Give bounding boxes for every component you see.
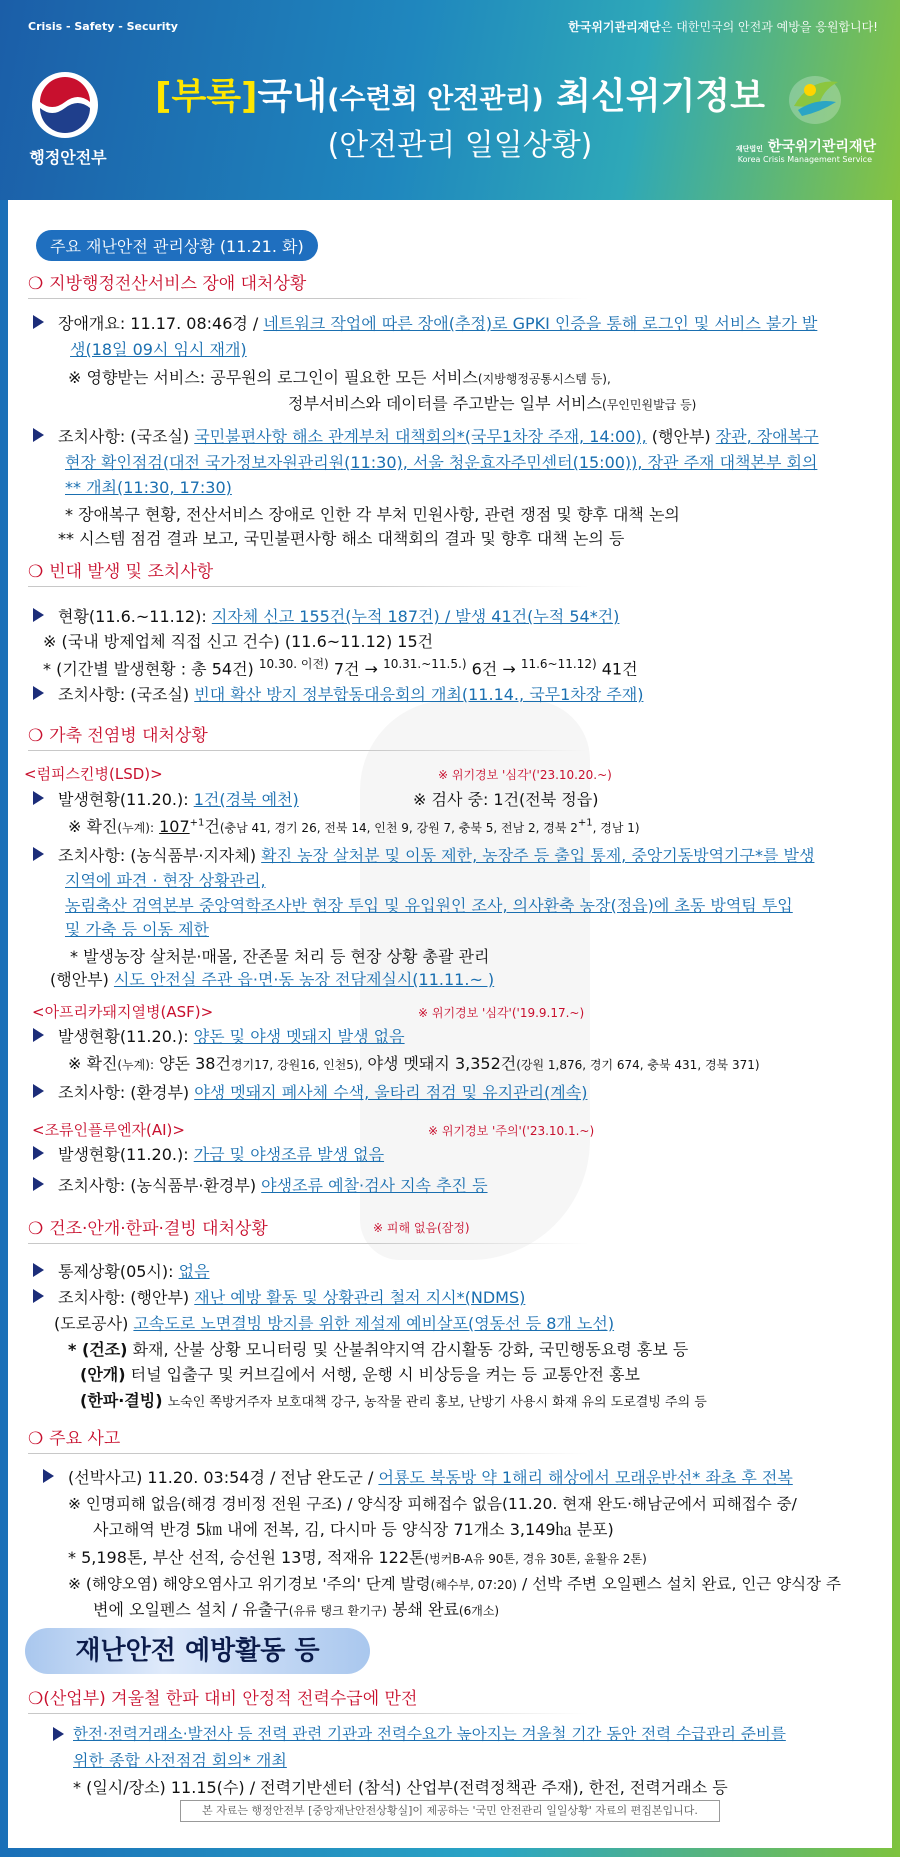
asf-confirmed-pig: 양돈 38건 bbox=[159, 1054, 231, 1073]
weather-control-link[interactable]: 없음 bbox=[178, 1262, 210, 1281]
lsd-mois-actions bbox=[50, 967, 494, 990]
ship-pollution bbox=[68, 1572, 841, 1594]
lsd-status-link[interactable]: 1건(경북 예천) bbox=[193, 790, 299, 809]
asf-status-lead: 발생현황(11.20.): bbox=[58, 1027, 189, 1046]
power-meeting-note: * (일시/장소) 11.15(수) / 전력기반센터 (참석) 산업부(전력정책관 주재), 한전, 전력거래소 등 bbox=[73, 1778, 728, 1797]
lsd-heading: <럼피스킨병(LSD)> bbox=[24, 765, 163, 783]
outage-actions-link2[interactable]: 장관, 장애복구 bbox=[715, 427, 819, 446]
page-title bbox=[140, 68, 780, 119]
lsd-actions-cont3-link[interactable]: 및 가축 등 이동 제한 bbox=[65, 920, 209, 939]
weather-road bbox=[54, 1311, 614, 1334]
outage-actions-lead: 조치사항: (국조실) bbox=[58, 427, 190, 446]
lsd-status-lead: 발생현황(11.20.): bbox=[58, 790, 189, 809]
section-divider bbox=[28, 1243, 588, 1244]
title-rest: 최신위기정보 bbox=[543, 76, 765, 117]
power-meeting-link[interactable]: 한전·전력거래소·발전사 등 전력 관련 기관과 전력수요가 높아지는 겨울철 기간 동안 전력 수급관리 준비를 bbox=[73, 1725, 786, 1743]
section-title-bedbug: ❍ 빈대 발생 및 조치사항 bbox=[28, 562, 214, 582]
weather-actions bbox=[58, 1285, 525, 1308]
ship-details-note: (벙커B-A유 90톤, 경유 30톤, 윤활유 2톤) bbox=[424, 1552, 647, 1566]
lsd-actions bbox=[58, 843, 814, 866]
weather-warning: ※ 피해 없음(잠정) bbox=[373, 1221, 470, 1235]
weather-control-lead: 통제상황(05시): bbox=[58, 1262, 174, 1281]
weather-dry bbox=[68, 1337, 688, 1360]
ship-details bbox=[68, 1545, 647, 1568]
tagline-left: Crisis - Safety - Security bbox=[28, 20, 178, 33]
section-title-weather: ❍ 건조·안개·한파·결빙 대처상황 bbox=[28, 1219, 268, 1239]
bullet-triangle-icon bbox=[53, 1727, 64, 1741]
weather-cold bbox=[80, 1388, 707, 1411]
outage-actions-cont2 bbox=[65, 475, 232, 498]
section-title-livestock: ❍ 가축 전염병 대처상황 bbox=[28, 726, 208, 746]
bedbug-status-link[interactable]: 지자체 신고 155건(누적 187건) / 발생 41건(누적 54*건) bbox=[211, 607, 620, 626]
tagline-text: 은 대한민국의 안전과 예방을 응원합니다! bbox=[660, 20, 878, 34]
asf-actions bbox=[58, 1080, 587, 1103]
outage-actions bbox=[58, 424, 819, 447]
outage-note-2: ** 시스템 점검 결과 보고, 국민불편사항 해소 대책회의 결과 및 향후 대책 논의 등 bbox=[58, 529, 625, 548]
outage-actions-link[interactable]: 국민불편사항 해소 관계부처 대책회의*(국무1차장 주재, 14:00), bbox=[194, 427, 647, 446]
ai-warning: ※ 위기경보 '주의'('23.10.1.~) bbox=[428, 1124, 595, 1138]
lsd-confirmed-sup: +1 bbox=[189, 817, 205, 829]
ship-pollution-text: ※ (해양오염) 해양오염사고 위기경보 '주의' 단계 발령 bbox=[68, 1575, 431, 1593]
ship-pollution-cont-text: 변에 오일펜스 설치 / 유출구 bbox=[93, 1600, 289, 1619]
ship-pollution-cont-note: (유류 탱크 환기구) bbox=[288, 1604, 387, 1618]
section-divider bbox=[28, 1453, 588, 1454]
affected-services-cont-note: (무인민원발급 등) bbox=[602, 398, 697, 412]
section-title-text: (산업부) 겨울철 한파 대비 안정적 전력수급에 만전 bbox=[43, 1689, 418, 1709]
lsd-mois-link[interactable]: 시도 안전실 주관 읍·면·동 농장 전담제실시(11.11.~ ) bbox=[113, 970, 495, 989]
lsd-mois-lead: (행안부) bbox=[50, 970, 109, 989]
power-meeting bbox=[73, 1722, 786, 1744]
lsd-confirmed bbox=[68, 814, 640, 837]
section-title-text: 건조·안개·한파·결빙 대처상황 bbox=[49, 1219, 268, 1239]
asf-actions-link[interactable]: 야생 멧돼지 폐사체 수색, 울타리 점검 및 유지관리(계속) bbox=[194, 1083, 588, 1102]
bedbug-period-3-value: 41건 bbox=[601, 659, 638, 679]
ai-heading: <조류인플루엔자(AI)> bbox=[32, 1121, 185, 1139]
lsd-testing: ※ 검사 중: 1건(전북 정읍) bbox=[413, 790, 599, 809]
title-main: 국내 bbox=[257, 76, 328, 117]
weather-dry-lead: * (건조) bbox=[68, 1340, 128, 1359]
lsd-status bbox=[58, 787, 299, 810]
bullet-triangle-icon bbox=[43, 1469, 54, 1483]
page-subtitle: (안전관리 일일상황) bbox=[327, 128, 593, 163]
outage-overview-cont bbox=[70, 337, 247, 360]
bullet-triangle-icon bbox=[33, 315, 44, 329]
ship-casualty: ※ 인명피해 없음(해경 경비정 전원 구조) / 양식장 피해접수 없음(11.20. 현재 완도·해남군에서 피해접수 중/ bbox=[68, 1495, 797, 1513]
lsd-actions-lead: 조치사항: (농식품부·지자체) bbox=[58, 846, 257, 865]
bedbug-period-2-value: 6건 → bbox=[471, 659, 516, 679]
lsd-confirmed-regions: (충남 41, 경기 26, 전북 14, 인천 9, 강원 7, 충북 5, 전남 2, 경북 2 bbox=[219, 821, 578, 835]
kcms-english-name: Korea Crisis Management Service bbox=[737, 155, 872, 164]
section-divider bbox=[28, 298, 588, 299]
title-paren: (수련회 안전관리) bbox=[327, 84, 544, 115]
weather-fog bbox=[80, 1362, 640, 1385]
asf-heading: <아프리카돼지열병(ASF)> bbox=[32, 1003, 214, 1021]
kcms-prefix: 재단법인 bbox=[735, 145, 763, 153]
bullet-triangle-icon bbox=[33, 1177, 44, 1191]
weather-actions-lead: 조치사항: (행안부) bbox=[58, 1288, 190, 1307]
section-title-text: 주요 사고 bbox=[49, 1429, 121, 1449]
bedbug-actions bbox=[58, 682, 643, 705]
section-divider bbox=[28, 1713, 588, 1714]
tagline-org: 한국위기관리재단 bbox=[568, 20, 661, 34]
power-meeting-cont bbox=[73, 1748, 287, 1771]
bedbug-period-2: 10.31.~11.5.) bbox=[383, 657, 467, 671]
bullet-triangle-icon bbox=[33, 608, 44, 622]
lsd-actions-cont1-link[interactable]: 지역에 파견 · 현장 상황관리, bbox=[65, 871, 266, 890]
lsd-actions-cont2 bbox=[65, 893, 793, 916]
asf-confirmed-boar-regions: (강원 1,876, 경기 674, 충북 431, 경북 371) bbox=[516, 1058, 760, 1072]
lsd-actions-cont3 bbox=[65, 917, 209, 940]
bedbug-direct-reports: ※ (국내 방제업체 직접 신고 건수) (11.6~11.12) 15건 bbox=[43, 632, 434, 651]
bedbug-period-3: 11.6~11.12) bbox=[520, 657, 597, 671]
bedbug-period-1: 10.30. 이전) bbox=[258, 657, 329, 671]
outage-actions-cont1-link[interactable]: 현장 확인점검(대전 국가정보자원관리원(11:30), 서울 청운효자주민센터(15:00)), 장관 주재 대책본부 회의 bbox=[65, 453, 818, 472]
ship-pollution-cont-tail: 봉쇄 완료 bbox=[392, 1600, 459, 1619]
outage-overview bbox=[58, 311, 817, 334]
weather-dry-text: 화재, 산불 상황 모니터링 및 산불취약지역 감시활동 강화, 국민행동요령 홍보 등 bbox=[132, 1340, 689, 1359]
ship-accident bbox=[68, 1465, 793, 1488]
asf-actions-lead: 조치사항: (환경부) bbox=[58, 1083, 190, 1102]
weather-actions-link[interactable]: 재난 예방 활동 및 상황관리 철저 지시*(NDMS) bbox=[194, 1288, 526, 1307]
lsd-confirmed-regions-tail: , 경남 1) bbox=[592, 821, 640, 835]
bedbug-actions-link[interactable]: 빈대 확산 방지 정부합동대응회의 개최(11.14., 국무1차장 주재) bbox=[194, 685, 644, 704]
section-divider bbox=[28, 586, 588, 587]
affected-services-cont bbox=[288, 391, 696, 414]
lsd-confirmed-lead: ※ 확진 bbox=[68, 817, 118, 836]
weather-control bbox=[58, 1259, 210, 1282]
section-title-power: ❍(산업부) 겨울철 한파 대비 안정적 전력수급에 만전 bbox=[28, 1689, 418, 1709]
asf-confirmed-boar: 야생 멧돼지 3,352건 bbox=[367, 1054, 517, 1073]
weather-road-link[interactable]: 고속도로 노면결빙 방지를 위한 제설제 예비살포(영동선 등 8개 노선) bbox=[133, 1314, 615, 1333]
section-title-text: 가축 전염병 대처상황 bbox=[49, 726, 208, 746]
section-title-system-outage: ❍ 지방행정전산서비스 장애 대처상황 bbox=[28, 274, 307, 294]
ship-pollution-note: (해수부, 07:20) bbox=[430, 1578, 517, 1592]
outage-overview-link-cont[interactable]: 생(18일 09시 임시 재개) bbox=[70, 340, 247, 359]
weather-fog-lead: (안개) bbox=[80, 1365, 126, 1384]
prevention-pill: 재난안전 예방활동 등 bbox=[25, 1628, 370, 1674]
bedbug-period-1-value: 7건 → bbox=[333, 659, 378, 679]
section-title-text: 빈대 발생 및 조치사항 bbox=[49, 562, 214, 582]
ship-accident-lead: (선박사고) 11.20. 03:54경 / 전남 완도군 / bbox=[68, 1468, 374, 1487]
affected-services-cont-text: 정부서비스와 데이터를 주고받는 일부 서비스 bbox=[288, 394, 603, 413]
bullet-triangle-icon bbox=[33, 686, 44, 700]
bedbug-period bbox=[43, 655, 638, 679]
lsd-actions-link[interactable]: 확진 농장 살처분 및 이동 제한, 농장주 등 출입 통제, 중앙기동방역기구*를 발생 bbox=[261, 846, 815, 865]
ship-accident-link[interactable]: 어룡도 북동방 약 1해리 해상에서 모래운반선* 좌초 후 전복 bbox=[378, 1468, 793, 1487]
affected-services bbox=[68, 365, 611, 388]
weather-fog-text: 터널 입출구 및 커브길에서 서행, 운행 시 비상등을 켜는 등 교통안전 홍보 bbox=[130, 1365, 640, 1384]
lsd-actions-cont1 bbox=[65, 868, 266, 891]
bullet-triangle-icon bbox=[33, 791, 44, 805]
ai-actions-lead: 조치사항: (농식품부·환경부) bbox=[58, 1176, 257, 1195]
kcms-name-text: 한국위기관리재단 bbox=[767, 139, 876, 155]
section-title-accidents: ❍ 주요 사고 bbox=[28, 1429, 121, 1449]
kcms-logo-icon bbox=[780, 68, 850, 128]
ministry-emblem-icon bbox=[30, 70, 100, 140]
kcms-name bbox=[736, 136, 876, 156]
affected-services-note: (지방행정공통시스템 등), bbox=[477, 372, 611, 386]
lsd-confirmed-unit: 건 bbox=[204, 817, 220, 836]
lsd-actions-cont2-link[interactable]: 농림축산 검역본부 중앙역학조사반 현장 투입 및 유입원인 조사, 의사환축 농장(정읍)에 초동 방역팀 투입 bbox=[65, 896, 793, 915]
ministry-name: 행정안전부 bbox=[29, 148, 107, 167]
asf-status bbox=[58, 1024, 405, 1047]
ship-casualty-cont: 사고해역 반경 5㎞ 내에 전복, 김, 다시마 등 양식장 71개소 3,149㏊ 분포) bbox=[93, 1520, 614, 1539]
footer-note: 본 자료는 행정안전부 [중앙재난안전상황실]이 제공하는 '국민 안전관리 일일상황' 자료의 편집본입니다. bbox=[180, 1800, 720, 1822]
power-meeting-cont-link[interactable]: 위한 종합 사전점검 회의* 개최 bbox=[73, 1751, 287, 1770]
asf-confirmed bbox=[68, 1051, 760, 1074]
asf-status-link[interactable]: 양돈 및 야생 멧돼지 발생 없음 bbox=[193, 1027, 405, 1046]
bullet-triangle-icon bbox=[33, 1028, 44, 1042]
bedbug-status bbox=[58, 604, 619, 627]
lsd-confirmed-note: (누계): bbox=[117, 821, 154, 835]
tagline-right bbox=[568, 18, 878, 35]
outage-actions-cont1 bbox=[65, 450, 817, 473]
lsd-confirmed-count: 107 bbox=[159, 817, 190, 836]
title-tag: [부록] bbox=[155, 76, 258, 117]
ship-details-text: * 5,198톤, 부산 선적, 승선원 13명, 적재유 122톤 bbox=[68, 1548, 425, 1567]
ai-actions bbox=[58, 1173, 488, 1196]
section-title-text: 지방행정전산서비스 장애 대처상황 bbox=[49, 274, 307, 294]
bullet-triangle-icon bbox=[33, 1084, 44, 1098]
weather-cold-text: 노숙인 쪽방거주자 보호대책 강구, 농작물 관리 홍보, 난방기 사용시 화재 유의 도로결빙 주의 등 bbox=[167, 1395, 707, 1410]
asf-confirmed-lead: ※ 확진 bbox=[68, 1054, 118, 1073]
bullet-triangle-icon bbox=[33, 847, 44, 861]
asf-confirmed-pig-regions: 경기17, 강원16, 인천5), bbox=[230, 1058, 363, 1072]
ship-pollution-tail: / 선박 주변 오일펜스 설치 완료, 인근 양식장 주 bbox=[521, 1575, 842, 1593]
outage-actions-cont2-link[interactable]: ** 개최(11:30, 17:30) bbox=[65, 478, 232, 497]
asf-confirmed-note: (누계): bbox=[117, 1058, 154, 1072]
bullet-triangle-icon bbox=[33, 1289, 44, 1303]
header-banner bbox=[0, 0, 900, 200]
lsd-warning: ※ 위기경보 '심각'('23.10.20.~) bbox=[438, 768, 612, 782]
section-divider bbox=[28, 750, 588, 751]
lsd-confirmed-sup2: +1 bbox=[577, 817, 593, 829]
bullet-triangle-icon bbox=[33, 1263, 44, 1277]
bedbug-status-lead: 현황(11.6.~11.12): bbox=[58, 607, 207, 626]
ai-status-link[interactable]: 가금 및 야생조류 발생 없음 bbox=[193, 1145, 385, 1164]
bedbug-actions-lead: 조치사항: (국조실) bbox=[58, 685, 190, 704]
outage-note-1: * 장애복구 현황, 전산서비스 장애로 인한 각 부처 민원사항, 관련 쟁점 및 향후 대책 논의 bbox=[65, 505, 680, 524]
ship-pollution-cont-count: (6개소) bbox=[458, 1604, 500, 1618]
status-date-pill: 주요 재난안전 관리상황 (11.21. 화) bbox=[36, 230, 318, 261]
asf-warning: ※ 위기경보 '심각'('19.9.17.~) bbox=[418, 1006, 585, 1020]
weather-cold-lead: (한파·결빙) bbox=[80, 1391, 163, 1410]
affected-services-text: ※ 영향받는 서비스: 공무원의 로그인이 필요한 모든 서비스 bbox=[68, 368, 478, 387]
ai-status bbox=[58, 1142, 384, 1165]
ai-actions-link[interactable]: 야생조류 예찰·검사 지속 추진 등 bbox=[261, 1176, 488, 1195]
lsd-actions-note: * 발생농장 살처분·매몰, 잔존물 처리 등 현장 상황 총괄 관리 bbox=[70, 947, 490, 966]
outage-actions-mid: (행안부) bbox=[651, 427, 711, 446]
ship-pollution-cont bbox=[93, 1597, 499, 1620]
weather-road-lead: (도로공사) bbox=[54, 1314, 129, 1333]
bullet-triangle-icon bbox=[33, 428, 44, 442]
outage-overview-link[interactable]: 네트워크 작업에 따른 장애(추정)로 GPKI 인증을 통해 로그인 및 서비스 불가 발 bbox=[263, 314, 818, 333]
bedbug-period-lead: * (기간별 발생현황 : 총 54건) bbox=[43, 659, 254, 679]
bullet-triangle-icon bbox=[33, 1146, 44, 1160]
ai-status-lead: 발생현황(11.20.): bbox=[58, 1145, 189, 1164]
outage-overview-lead: 장애개요: 11.17. 08:46경 / bbox=[58, 314, 259, 333]
